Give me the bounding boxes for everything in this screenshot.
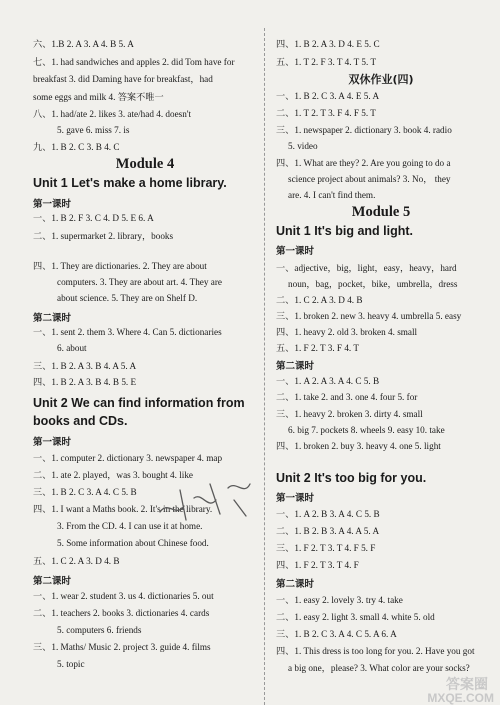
answer-line: some eggs and milk 4. 答案不唯一 <box>33 92 164 102</box>
weekend-homework-heading: 双休作业(四) <box>348 73 414 86</box>
answer-line: 5. gave 6. miss 7. is <box>57 125 130 135</box>
answer-line: 二、1. C 2. A 3. D 4. B <box>276 295 363 305</box>
column-divider <box>264 28 265 705</box>
answer-line: 5. video <box>288 141 318 151</box>
answer-line: 三、1. newspaper 2. dictionary 3. book 4. radio <box>276 125 452 135</box>
answer-line: 四、1. I want a Maths book. 2. It's in the library. <box>33 504 213 514</box>
answer-line: 一、1. A 2. A 3. A 4. C 5. B <box>276 376 380 386</box>
answer-line: 一、1. easy 2. lovely 3. try 4. take <box>276 595 403 605</box>
unit-2-heading-line1: Unit 2 We can find information from <box>33 396 245 410</box>
answer-line: 二、1. ate 2. played，was 3. bought 4. like <box>33 470 193 480</box>
answer-line: 一、adjective，big，light，easy，heavy，hard <box>276 263 457 273</box>
answer-line: 四、1. B 2. A 3. D 4. E 5. C <box>276 39 380 49</box>
answer-line: 四、1. What are they? 2. Are you going to do a <box>276 158 451 168</box>
answer-line: 二、1. T 2. T 3. F 4. F 5. T <box>276 108 376 118</box>
answer-line: science project about animals? 3. No， they <box>288 174 451 184</box>
answer-line: computers. 3. They are about art. 4. They are <box>57 277 222 287</box>
answer-line: 5. topic <box>57 659 85 669</box>
answer-line: about science. 5. They are on Shelf D. <box>57 293 198 303</box>
answer-line: 三、1. B 2. C 3. A 4. C 5. A 6. A <box>276 629 397 639</box>
watermark-url: MXQE.COM <box>427 691 494 705</box>
answer-line: 5. Some information about Chinese food. <box>57 538 209 548</box>
answer-line: 一、1. sent 2. them 3. Where 4. Can 5. dictionaries <box>33 327 222 337</box>
handwriting-scribble <box>150 470 260 530</box>
unit-1-heading: Unit 1 It's big and light. <box>276 224 413 238</box>
answer-line: 四、1. B 2. A 3. B 4. B 5. E <box>33 377 137 387</box>
lesson-heading: 第一课时 <box>276 493 315 504</box>
watermark-logo: 答案圈 <box>446 677 488 693</box>
answer-line: 一、1. computer 2. dictionary 3. newspaper 4. map <box>33 453 223 463</box>
answer-line: 四、1. F 2. T 3. T 4. F <box>276 560 359 570</box>
answer-line: 五、1. T 2. F 3. T 4. T 5. T <box>276 57 377 67</box>
lesson-heading: 第一课时 <box>33 199 72 210</box>
answer-line: 二、1. B 2. B 3. A 4. A 5. A <box>276 526 380 536</box>
unit-2-heading: Unit 2 It's too big for you. <box>276 471 427 485</box>
watermark <box>428 679 498 705</box>
answer-line: are. 4. I can't find them. <box>288 190 376 200</box>
answer-line: 一、1. B 2. C 3. A 4. E 5. A <box>276 91 380 101</box>
lesson-heading: 第一课时 <box>33 437 72 448</box>
answer-line: 三、1. B 2. A 3. B 4. A 5. A <box>33 361 137 371</box>
answer-line: 五、1. C 2. A 3. D 4. B <box>33 556 120 566</box>
answer-line: 一、1. wear 2. student 3. us 4. dictionaries 5. out <box>33 591 214 601</box>
answer-line: 一、1. A 2. B 3. A 4. C 5. B <box>276 509 380 519</box>
answer-line: 六、1.B 2. A 3. A 4. B 5. A <box>33 39 134 49</box>
module-5-heading: Module 5 <box>351 204 411 220</box>
answer-line: 3. From the CD. 4. I can use it at home. <box>57 521 203 531</box>
unit-1-heading: Unit 1 Let's make a home library. <box>33 176 227 190</box>
answer-line: 5. computers 6. friends <box>57 625 142 635</box>
module-4-heading: Module 4 <box>115 156 175 172</box>
answer-line: 三、1. broken 2. new 3. heavy 4. umbrella 5. easy <box>276 311 462 321</box>
answer-line: 四、1. heavy 2. old 3. broken 4. small <box>276 327 418 337</box>
lesson-heading: 第二课时 <box>33 576 72 587</box>
answer-line: 二、1. take 2. and 3. one 4. four 5. for <box>276 392 418 402</box>
answer-line: 6. big 7. pockets 8. wheels 9. easy 10. take <box>288 425 445 435</box>
answer-line: 四、1. broken 2. buy 3. heavy 4. one 5. light <box>276 441 441 451</box>
lesson-heading: 第二课时 <box>33 313 72 324</box>
answer-line: 二、1. easy 2. light 3. small 4. white 5. old <box>276 612 435 622</box>
unit-2-heading-line2: books and CDs. <box>33 414 128 428</box>
answer-line: 三、1. B 2. C 3. A 4. C 5. B <box>33 487 137 497</box>
answer-line: 三、1. heavy 2. broken 3. dirty 4. small <box>276 409 423 419</box>
answer-line: 6. about <box>57 343 87 353</box>
answer-line: 四、1. They are dictionaries. 2. They are about <box>33 261 207 271</box>
lesson-heading: 第一课时 <box>276 246 315 257</box>
answer-line: noun，bag，pocket，bike，umbrella，dress <box>288 279 458 289</box>
answer-line: 三、1. F 2. T 3. T 4. F 5. F <box>276 543 376 553</box>
answer-line: 二、1. supermarket 2. library，books <box>33 231 174 241</box>
answer-line: 二、1. teachers 2. books 3. dictionaries 4. cards <box>33 608 210 618</box>
answer-line: 三、1. Maths/ Music 2. project 3. guide 4. films <box>33 642 211 652</box>
answer-line: 八、1. had/ate 2. likes 3. ate/had 4. doesn't <box>33 109 192 119</box>
lesson-heading: 第二课时 <box>276 579 315 590</box>
answer-line: 七、1. had sandwiches and apples 2. did Tom have for <box>33 57 235 67</box>
answer-line: 九、1. B 2. C 3. B 4. C <box>33 142 120 152</box>
lesson-heading: 第二课时 <box>276 361 315 372</box>
answer-line: a big one，please? 3. What color are your socks? <box>288 663 470 673</box>
answer-line: 一、1. B 2. F 3. C 4. D 5. E 6. A <box>33 213 154 223</box>
answer-line: 五、1. F 2. T 3. F 4. T <box>276 343 359 353</box>
answer-line: breakfast 3. did Daming have for breakfast，had <box>33 74 213 84</box>
answer-line: 四、1. This dress is too long for you. 2. Have you got <box>276 646 475 656</box>
